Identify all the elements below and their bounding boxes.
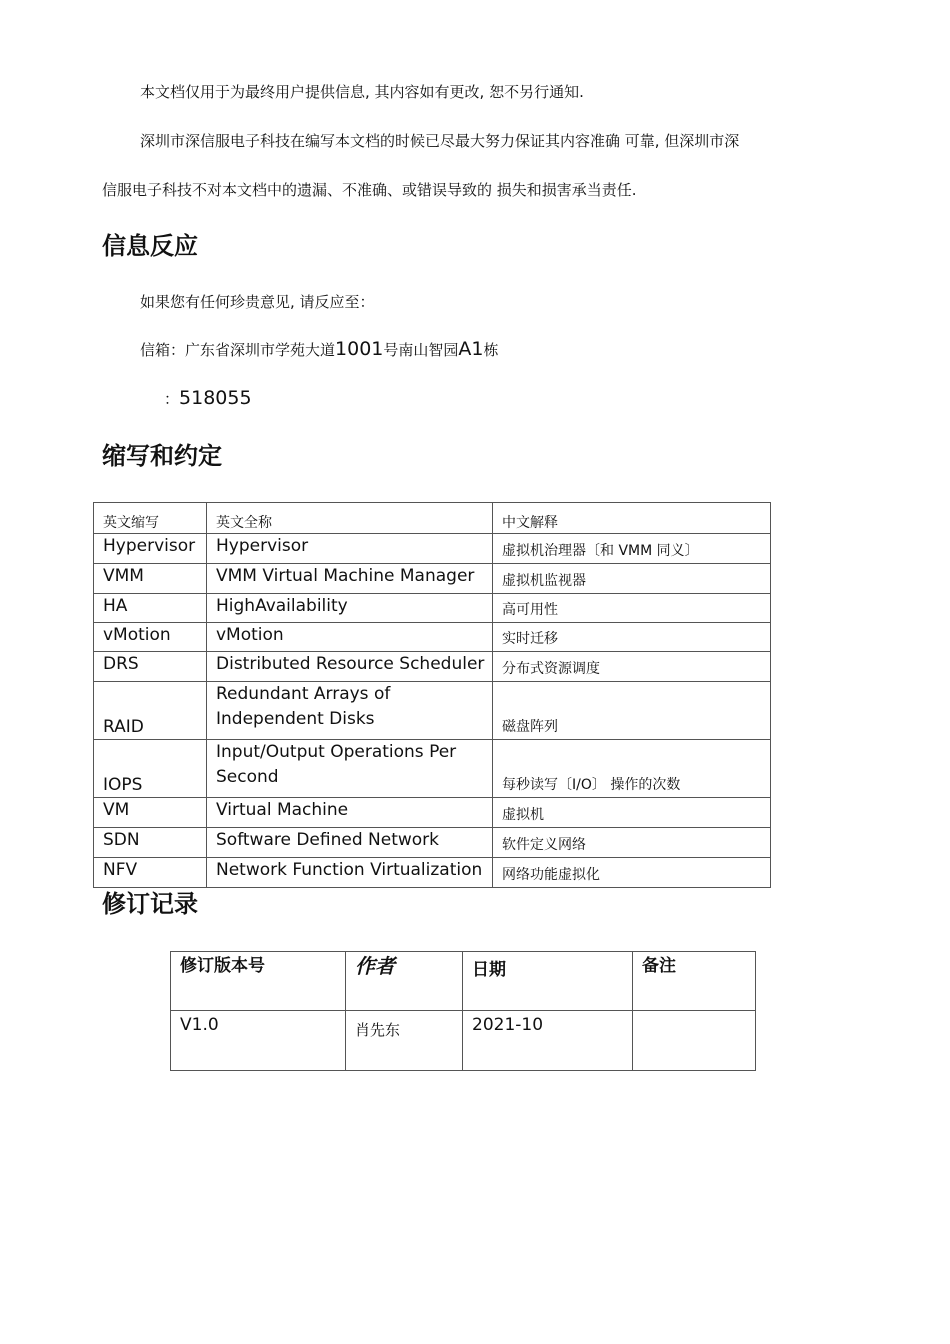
address-suffix: 栋 [483, 341, 499, 359]
abbr-cell: IOPS [94, 740, 207, 798]
table-row [171, 1011, 756, 1071]
table-row [94, 564, 771, 594]
abbr-cell: RAID [94, 682, 207, 740]
abbr-cell: DRS [94, 652, 207, 682]
abbr-cell: VMM [94, 564, 207, 594]
header-note: 备注 [633, 952, 756, 1011]
full-name-cell: Software Defined Network [207, 828, 493, 858]
full-name-cell [207, 858, 493, 888]
address-building: A1 [458, 338, 484, 360]
abbreviations-table [93, 502, 771, 888]
cn-cell: 软件定义网络 [493, 828, 771, 858]
header-full: 英文全称 [207, 503, 493, 534]
postcode-value: 518055 [179, 387, 252, 409]
header-author: 作者 [346, 952, 463, 1011]
full-name-cell: vMotion [207, 623, 493, 652]
full-name-cell: VMM Virtual Machine Manager [207, 564, 493, 594]
date-cell: 2021-10 [463, 1011, 633, 1071]
disclaimer-line-3: 信服电子科技不对本文档中的遗漏、不准确、或错误导致的 损失和损害承当责任. [102, 181, 637, 199]
revisions-heading: 修订记录 [102, 889, 202, 919]
cn-cell: 虚拟机监视器 [493, 564, 771, 594]
table-row [94, 740, 771, 798]
disclaimer-line-1: 本文档仅用于为最终用户提供信息, 其内容如有更改, 恕不另行通知. [140, 83, 584, 101]
author-cell: 肖先东 [346, 1011, 463, 1071]
table-row [94, 798, 771, 828]
full-name-cell: HighAvailability [207, 594, 493, 623]
abbr-cell: VM [94, 798, 207, 828]
abbr-cell: Hypervisor [94, 534, 207, 564]
version-cell: V1.0 [171, 1011, 346, 1071]
full-name-cell: Hypervisor [207, 534, 493, 564]
feedback-postcode [164, 388, 252, 409]
cn-cell: 每秒读写〔I/O〕 操作的次数 [493, 740, 771, 798]
table-row [94, 682, 771, 740]
cn-cell: 实时迁移 [493, 623, 771, 652]
header-date: 日期 [463, 952, 633, 1011]
table-row [94, 534, 771, 564]
feedback-address [140, 339, 499, 360]
full-name-cell: Virtual Machine [207, 798, 493, 828]
table-row [94, 594, 771, 623]
note-cell [633, 1011, 756, 1071]
full-name-text: Network Function Virtualization [216, 860, 483, 880]
full-name-cell: Input/Output Operations Per Second [207, 740, 493, 798]
full-name-text: Distributed Resource Scheduler [216, 654, 485, 674]
table-row [94, 858, 771, 888]
revisions-header-row [171, 952, 756, 1011]
cn-cell: 分布式资源调度 [493, 652, 771, 682]
full-name-cell [207, 652, 493, 682]
table-row [94, 828, 771, 858]
abbreviations-heading: 缩写和约定 [102, 442, 222, 470]
abbr-cell: vMotion [94, 623, 207, 652]
cn-cell: 虚拟机 [493, 798, 771, 828]
disclaimer-line-2: 深圳市深信服电子科技在编写本文档的时候已尽最大努力保证其内容准确 可靠, 但深圳市深 [140, 132, 740, 150]
postcode-separator: ： [164, 390, 180, 408]
address-prefix: 信箱：广东省深圳市学苑大道 [140, 341, 336, 359]
abbr-cell: HA [94, 594, 207, 623]
table-row [94, 652, 771, 682]
abbr-cell: NFV [94, 858, 207, 888]
cn-cell: 高可用性 [493, 594, 771, 623]
address-middle: 号南山智园 [383, 341, 459, 359]
table-header-row [94, 503, 771, 534]
address-number: 1001 [335, 338, 384, 360]
cn-cell: 虚拟机治理器〔和 VMM 同义〕 [493, 534, 771, 564]
header-cn: 中文解释 [493, 503, 771, 534]
cn-cell: 磁盘阵列 [493, 682, 771, 740]
feedback-heading: 信息反应 [102, 232, 198, 260]
cn-cell: 网络功能虚拟化 [493, 858, 771, 888]
full-name-cell: Redundant Arrays of Independent Disks [207, 682, 493, 740]
revisions-table [170, 951, 756, 1071]
header-abbr: 英文缩写 [94, 503, 207, 534]
abbr-cell: SDN [94, 828, 207, 858]
header-version: 修订版本号 [171, 952, 346, 1011]
table-row [94, 623, 771, 652]
feedback-intro: 如果您有任何珍贵意见, 请反应至： [140, 293, 375, 311]
